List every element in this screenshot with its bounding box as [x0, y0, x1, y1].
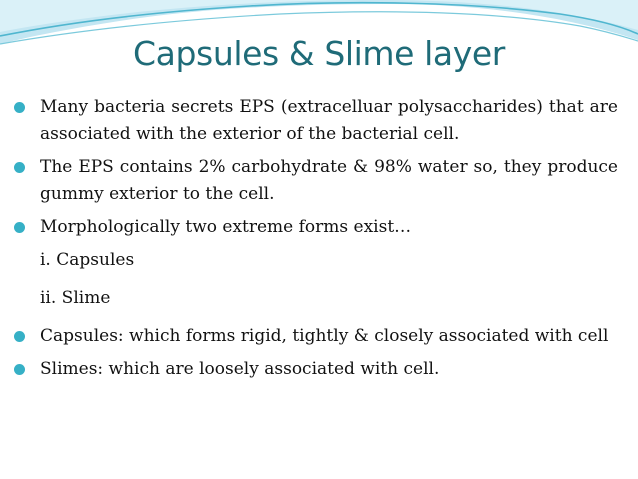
bullet-item-text: Morphologically two extreme forms exist… — [40, 217, 412, 237]
bullet-item-text: Slimes: which are loosely associated with cell. — [40, 359, 440, 379]
bullet-dot-icon — [14, 102, 25, 113]
slide-body — [14, 94, 618, 383]
bullet-item-slimes — [14, 356, 618, 383]
bullet-item-text: Many bacteria secrets EPS (extracelluar polysaccharides) that are associated with the exterior of the bacterial cell. — [40, 97, 618, 144]
bullet-dot-icon — [14, 331, 25, 342]
bullet-item-eps-secretion — [14, 94, 618, 148]
bullet-item-capsules — [14, 323, 618, 350]
bullet-item-eps-composition — [14, 154, 618, 208]
bullet-dot-icon — [14, 364, 25, 375]
subitem-slime: ii. Slime — [40, 288, 111, 308]
bullet-item-text: The EPS contains 2% carbohydrate & 98% water so, they produce gummy exterior to the cell. — [40, 157, 618, 204]
bullet-item-morphology — [14, 214, 618, 241]
subitem-capsules: i. Capsules — [40, 250, 135, 270]
bullet-item-text: Capsules: which forms rigid, tightly & closely associated with cell — [40, 326, 609, 346]
bullet-dot-icon — [14, 162, 25, 173]
bullet-dot-icon — [14, 222, 25, 233]
slide-title: Capsules & Slime layer — [133, 34, 505, 73]
